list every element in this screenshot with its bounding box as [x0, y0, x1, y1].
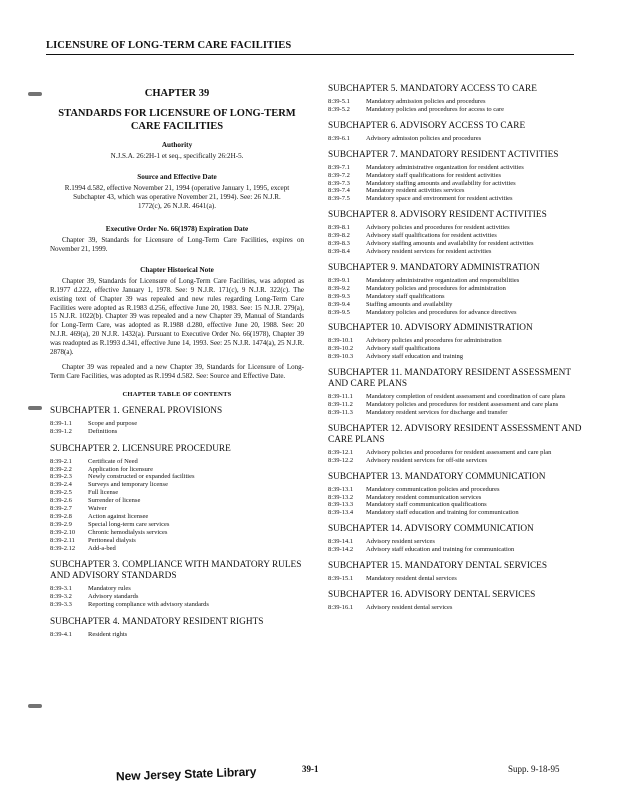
subchapter-heading: SUBCHAPTER 8. ADVISORY RESIDENT ACTIVITIES — [328, 210, 547, 221]
section-title: Scope and purpose — [88, 419, 138, 427]
section-title: Advisory staff qualifications for resident activities — [366, 232, 497, 240]
section-number: 8:39-3.3 — [50, 601, 72, 609]
section-number: 8:39-16.1 — [328, 604, 354, 611]
toc-entry — [328, 575, 582, 583]
section-number: 8:39-5.2 — [328, 105, 350, 113]
toc-entry — [328, 240, 582, 248]
section-number: 8:39-11.3 — [328, 408, 353, 416]
section-number: 8:39-13.1 — [328, 485, 354, 493]
section-number: 8:39-8.2 — [328, 232, 350, 240]
toc-entry — [50, 529, 304, 537]
section-number: 8:39-7.2 — [328, 171, 350, 179]
section-title: Advisory standards — [88, 593, 139, 601]
section-title: Definitions — [88, 427, 118, 435]
toc-entry — [328, 509, 582, 517]
section-number: 8:39-13.3 — [328, 501, 354, 509]
section-title: Mandatory administrative organization and responsibilities — [366, 276, 520, 284]
library-stamp: New Jersey State Library — [115, 764, 257, 784]
section-number: 8:39-2.11 — [50, 536, 75, 544]
toc-entry — [328, 106, 582, 114]
section-title: Mandatory resident services for discharge and transfer — [366, 408, 508, 416]
section-title: Advisory resident services for resident activities — [366, 247, 492, 255]
toc-entry — [328, 604, 582, 612]
subchapter-heading: SUBCHAPTER 1. GENERAL PROVISIONS — [50, 405, 223, 416]
section-number: 8:39-2.4 — [50, 481, 72, 489]
section-title: Mandatory staff communication qualifications — [366, 501, 487, 509]
section-title: Mandatory policies and procedures for administration — [366, 284, 506, 292]
section-title: Application for licensure — [88, 465, 153, 473]
section-title: Special long-term care services — [88, 520, 170, 528]
toc-entry — [50, 585, 304, 593]
toc-entry — [328, 337, 582, 345]
section-number: 8:39-2.1 — [50, 457, 72, 465]
section-title: Advisory policies and procedures for resident activities — [366, 224, 510, 232]
section-number: 8:39-2.5 — [50, 489, 72, 497]
historical-note-paragraph-1: Chapter 39, Standards for Licensure of Long-Term Care Facilities, was adopted as R.1977 d.222, effective January 1, 1978. See: 9 N.J.R. 171(c), 9 N.J.R. 322(c). The existing text of Chapter 39 was repealed and new rules regarding Long-Term Care Facilities were adopted as R.1983 d.256, effective June 20, 1983. See: 15 N.J.R. 279(a), 15 N.J.R. 1022(b). Chapter 39 was repealed and a new Chapter 39, Manual of Standards for Long-Term Care, was adopted as R.1988 d.280, effective June 20, 1988. See: 20 N.J.R. 469(a), 20 N.J.R. 1432(a). Pursuant to Executive Order No. 66(1978), Chapter 39 was readopted as R.1993 d.341, effective June 14, 1993. See: 25 N.J.R. 1474(a), 25 N.J.R. 2878(a). — [50, 276, 304, 357]
section-number: 8:39-5.1 — [328, 98, 350, 105]
section-title: Mandatory resident activities services — [366, 187, 465, 195]
section-number: 8:39-2.3 — [50, 473, 72, 481]
toc-entry — [328, 401, 582, 409]
toc-entry — [328, 277, 582, 285]
chapter-number: CHAPTER 39 — [144, 88, 210, 99]
section-number: 8:39-11.2 — [328, 401, 353, 409]
section-title: Mandatory resident communication services — [366, 493, 482, 501]
section-number: 8:39-2.12 — [50, 544, 76, 552]
toc-entry — [328, 538, 582, 546]
section-title: Mandatory communication policies and procedures — [366, 485, 500, 493]
subchapter-heading: SUBCHAPTER 14. ADVISORY COMMUNICATION — [328, 524, 534, 535]
section-number: 8:39-10.3 — [328, 353, 354, 361]
section-number: 8:39-9.5 — [328, 308, 350, 316]
section-title: Staffing amounts and availability — [366, 300, 453, 308]
toc-entry — [328, 135, 582, 143]
toc-entry — [328, 98, 582, 106]
toc-entry — [328, 224, 582, 232]
toc-entry — [50, 458, 304, 466]
section-number: 8:39-10.2 — [328, 345, 354, 353]
left-toc — [50, 406, 304, 639]
section-number: 8:39-2.7 — [50, 505, 72, 513]
subchapter-heading: SUBCHAPTER 15. MANDATORY DENTAL SERVICES — [328, 561, 547, 572]
section-title: Advisory resident dental services — [366, 604, 453, 611]
section-title: Mandatory admission policies and procedures — [366, 98, 486, 105]
scan-mark — [28, 704, 42, 708]
subchapter-heading: SUBCHAPTER 9. MANDATORY ADMINISTRATION — [328, 262, 540, 273]
section-title: Mandatory administrative organization for resident activities — [366, 163, 524, 171]
subchapter-heading: SUBCHAPTER 2. LICENSURE PROCEDURE — [50, 443, 231, 454]
section-title: Chronic hemodialysis services — [88, 528, 168, 536]
section-title: Certificate of Need — [88, 457, 138, 465]
section-title: Action against licensee — [88, 512, 149, 520]
section-title: Advisory staffing amounts and availability for resident activities — [366, 240, 534, 248]
section-number: 8:39-1.1 — [50, 419, 72, 427]
toc-entry — [50, 481, 304, 489]
section-number: 8:39-2.10 — [50, 528, 76, 536]
toc-entry — [328, 248, 582, 256]
section-title: Advisory staff education and training for communication — [366, 546, 515, 554]
section-number: 8:39-8.4 — [328, 247, 350, 255]
toc-entry — [328, 301, 582, 309]
toc-entry — [50, 521, 304, 529]
section-title: Advisory resident services for off-site services — [366, 456, 487, 464]
toc-entry — [50, 473, 304, 481]
section-title: Advisory staff education and training — [366, 353, 463, 361]
toc-heading: CHAPTER TABLE OF CONTENTS — [122, 390, 232, 398]
source-text: R.1994 d.582, effective November 21, 1994 (operative January 1, 1995, except Subchapter 43, which was operative November 21, 1994). See: 26 N.J.R. 1772(c), 26 N.J.R. 4641(a). — [64, 184, 290, 210]
section-title: Mandatory staff qualifications — [366, 292, 445, 300]
section-number: 8:39-7.3 — [328, 179, 350, 187]
section-title: Mandatory staff education and training for communication — [366, 509, 519, 517]
toc-entry — [328, 345, 582, 353]
section-number: 8:39-7.1 — [328, 163, 350, 171]
toc-entry — [50, 601, 304, 609]
subchapter-heading: SUBCHAPTER 3. COMPLIANCE WITH MANDATORY RULES AND ADVISORY STANDARDS — [50, 560, 302, 582]
section-number: 8:39-2.9 — [50, 520, 72, 528]
section-number: 8:39-15.1 — [328, 575, 354, 583]
toc-entry — [328, 393, 582, 401]
section-title: Newly constructed or expanded facilities — [88, 473, 195, 481]
section-number: 8:39-14.1 — [328, 538, 354, 546]
running-head: LICENSURE OF LONG-TERM CARE FACILITIES — [46, 40, 292, 51]
toc-entry — [328, 172, 582, 180]
section-title: Mandatory policies and procedures for advance directives — [366, 308, 517, 316]
section-number: 8:39-3.1 — [50, 585, 72, 593]
source-heading: Source and Effective Date — [137, 173, 217, 181]
toc-entry — [328, 353, 582, 361]
supplement-date: Supp. 9-18-95 — [508, 764, 560, 774]
toc-entry — [50, 631, 304, 639]
section-title: Advisory staff qualifications — [366, 345, 441, 353]
section-title: Mandatory staff qualifications for resident activities — [366, 171, 502, 179]
section-title: Mandatory policies and procedures for resident assessment and care plans — [366, 401, 559, 409]
section-number: 8:39-9.1 — [328, 276, 350, 284]
subchapter-heading: SUBCHAPTER 6. ADVISORY ACCESS TO CARE — [328, 120, 526, 131]
toc-entry — [328, 494, 582, 502]
section-number: 8:39-9.3 — [328, 292, 350, 300]
toc-entry — [328, 285, 582, 293]
executive-order-text: Chapter 39, Standards for Licensure of Long-Term Care Facilities, expires on November 21, 1999. — [50, 236, 304, 253]
subchapter-heading: SUBCHAPTER 10. ADVISORY ADMINISTRATION — [328, 323, 533, 334]
section-number: 8:39-2.6 — [50, 497, 72, 505]
toc-entry — [328, 449, 582, 457]
section-number: 8:39-14.2 — [328, 546, 354, 554]
toc-entry — [328, 164, 582, 172]
authority-heading: Authority — [161, 141, 193, 149]
toc-entry — [328, 195, 582, 203]
toc-entry — [50, 545, 304, 553]
section-number: 8:39-7.5 — [328, 195, 350, 203]
section-title: Mandatory completion of resident assessment and coordination of care plans — [366, 393, 566, 401]
toc-entry — [50, 489, 304, 497]
toc-entry — [328, 187, 582, 195]
section-number: 8:39-12.2 — [328, 456, 354, 464]
executive-order-heading: Executive Order No. 66(1978) Expiration Date — [105, 225, 249, 233]
section-number: 8:39-9.2 — [328, 284, 350, 292]
subchapter-heading: SUBCHAPTER 11. MANDATORY RESIDENT ASSESSMENT AND CARE PLANS — [328, 368, 571, 390]
toc-entry — [328, 486, 582, 494]
authority-text: N.J.S.A. 26:2H-1 et seq., specifically 26:2H-5. — [110, 152, 244, 160]
left-column — [50, 84, 304, 639]
section-title: Full license — [88, 489, 119, 497]
section-number: 8:39-13.2 — [328, 493, 354, 501]
section-title: Advisory policies and procedures for administration — [366, 337, 502, 345]
section-number: 8:39-8.1 — [328, 224, 350, 232]
section-number: 8:39-7.4 — [328, 187, 350, 195]
section-title: Surrender of license — [88, 497, 141, 505]
section-number: 8:39-1.2 — [50, 427, 72, 435]
section-title: Mandatory space and environment for resident activities — [366, 195, 513, 203]
toc-entry — [50, 420, 304, 428]
section-number: 8:39-11.1 — [328, 393, 353, 401]
toc-entry — [328, 180, 582, 188]
section-title: Mandatory resident dental services — [366, 575, 457, 583]
subchapter-heading: SUBCHAPTER 4. MANDATORY RESIDENT RIGHTS — [50, 617, 264, 628]
subchapter-heading: SUBCHAPTER 12. ADVISORY RESIDENT ASSESSMENT AND CARE PLANS — [328, 423, 582, 445]
section-title: Advisory admission policies and procedures — [366, 134, 482, 142]
scan-mark — [28, 92, 42, 96]
section-number: 8:39-10.1 — [328, 337, 354, 345]
section-title: Mandatory policies and procedures for access to care — [366, 105, 505, 113]
section-title: Reporting compliance with advisory standards — [88, 601, 209, 609]
section-number: 8:39-2.8 — [50, 512, 72, 520]
right-column — [328, 84, 582, 612]
toc-entry — [50, 497, 304, 505]
section-title: Peritoneal dialysis — [88, 536, 136, 544]
toc-entry — [50, 428, 304, 436]
toc-entry — [50, 513, 304, 521]
subchapter-heading: SUBCHAPTER 13. MANDATORY COMMUNICATION — [328, 471, 546, 482]
section-title: Advisory policies and procedures for resident assessment and care plan — [366, 448, 552, 456]
section-title: Add-a-bed — [88, 544, 116, 552]
section-number: 8:39-3.2 — [50, 593, 72, 601]
toc-entry — [328, 546, 582, 554]
section-title: Mandatory staffing amounts and availability for activities — [366, 179, 516, 187]
section-title: Mandatory rules — [88, 585, 131, 593]
toc-entry — [328, 501, 582, 509]
toc-entry — [328, 293, 582, 301]
subchapter-heading: SUBCHAPTER 5. MANDATORY ACCESS TO CARE — [328, 84, 537, 94]
section-number: 8:39-9.4 — [328, 300, 350, 308]
toc-entry — [50, 593, 304, 601]
section-title: Advisory resident services — [366, 538, 435, 546]
section-number: 8:39-6.1 — [328, 134, 350, 142]
section-number: 8:39-12.1 — [328, 448, 354, 456]
section-number: 8:39-8.3 — [328, 240, 350, 248]
toc-entry — [328, 457, 582, 465]
section-title: Resident rights — [88, 631, 128, 639]
subchapter-heading: SUBCHAPTER 16. ADVISORY DENTAL SERVICES — [328, 590, 536, 600]
header-rule — [46, 54, 574, 55]
right-toc — [328, 84, 582, 612]
historical-note-paragraph-2: Chapter 39 was repealed and a new Chapter 39, Standards for Licensure of Long-Term Care Facilities, was adopted as R.1994 d.582. See: Source and Effective Date. — [50, 362, 304, 380]
section-number: 8:39-2.2 — [50, 465, 72, 473]
toc-entry — [328, 309, 582, 317]
historical-note-heading: Chapter Historical Note — [140, 265, 214, 274]
section-number: 8:39-4.1 — [50, 631, 72, 639]
toc-entry — [328, 232, 582, 240]
toc-entry — [50, 466, 304, 474]
section-title: Surveys and temporary license — [88, 481, 168, 489]
chapter-title: STANDARDS FOR LICENSURE OF LONG-TERM CARE FACILITIES — [58, 108, 296, 132]
page-number: 39-1 — [302, 764, 319, 774]
scan-mark — [28, 406, 42, 410]
section-title: Waiver — [88, 505, 107, 513]
section-number: 8:39-13.4 — [328, 509, 354, 517]
toc-entry — [328, 409, 582, 417]
toc-entry — [50, 505, 304, 513]
subchapter-heading: SUBCHAPTER 7. MANDATORY RESIDENT ACTIVITIES — [328, 149, 559, 160]
toc-entry — [50, 537, 304, 545]
